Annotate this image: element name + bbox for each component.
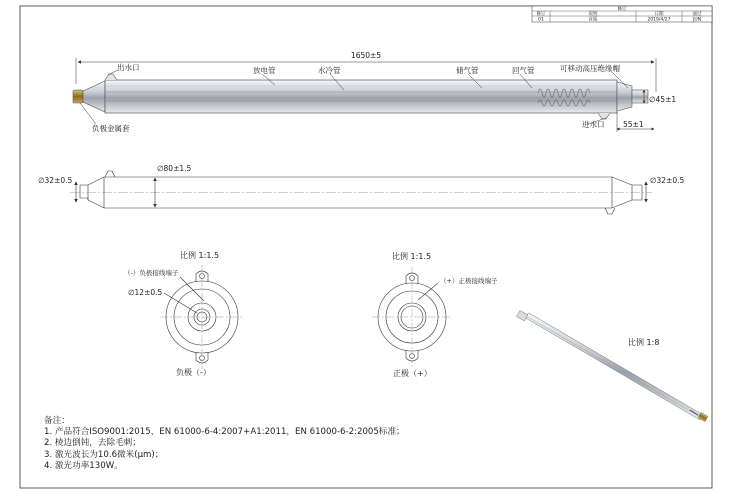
revision-table xyxy=(532,5,712,23)
cathode-sleeve-shape xyxy=(73,90,83,103)
label-water-in: 进水口 xyxy=(582,120,605,129)
note-line-1: 1. 产品符合ISO9001:2015，EN 61000-6-4:2007+A1:2011，EN 61000-6-2:2005标准； xyxy=(44,427,405,438)
revision-cell-date: 2019/4/27 xyxy=(647,17,671,23)
iso-scale: 比例 1:8 xyxy=(628,338,660,347)
dia-right-outline: ∅32±0.5 xyxy=(650,176,685,185)
note-line-3: 3. 激光波长为10.6微米(μm)； xyxy=(44,449,164,460)
revision-header-rev: 修订 xyxy=(536,12,546,17)
label-water-out: 出水口 xyxy=(117,63,140,72)
label-cathode-sleeve: 负极金属套 xyxy=(92,124,130,133)
tube-outline-view xyxy=(70,171,652,214)
negative-end-view xyxy=(160,265,244,369)
outer-tube-shape xyxy=(105,80,617,113)
neg-terminal-label: （-）负极接线端子 xyxy=(124,269,179,277)
revision-header-date: 日期 xyxy=(654,12,664,17)
label-gas-storage-tube: 储气管 xyxy=(456,66,479,75)
hv-cap-shape xyxy=(632,90,648,103)
pos-caption: 正极（+） xyxy=(393,369,432,378)
dia-right-side: ∅45±1 xyxy=(649,95,677,104)
note-line-4: 4. 激光功率130W。 xyxy=(44,460,123,471)
tube-side-view xyxy=(73,51,676,133)
label-hv-cap: 可移动高压绝缘帽 xyxy=(560,64,620,73)
revision-cell-approved: JUN xyxy=(693,17,701,23)
neg-scale: 比例 1:1.5 xyxy=(180,251,220,260)
notes-title: 备注： xyxy=(44,416,70,426)
end-length-dimension: 55±1 xyxy=(623,120,644,129)
pos-scale: 比例 1:1.5 xyxy=(392,252,432,261)
revision-header-desc: 说明 xyxy=(588,12,598,17)
revision-table-title: 修订 xyxy=(617,7,627,12)
neg-caption: 负极（-） xyxy=(176,368,211,377)
note-line-2: 2. 棱边倒钝，去除毛刺； xyxy=(44,438,141,449)
notes-block xyxy=(44,416,405,472)
label-discharge-tube: 放电管 xyxy=(253,66,276,75)
revision-cell-desc: 首版 xyxy=(588,17,598,23)
dia-mid-outline: ∅80±1.5 xyxy=(157,164,192,173)
label-water-cooling-tube: 水冷管 xyxy=(318,66,341,75)
pos-terminal-label: （+）正极接线端子 xyxy=(440,277,498,285)
revision-cell-rev: 01 xyxy=(538,17,544,23)
revision-header-approved: 通过 xyxy=(692,12,702,17)
isometric-tube-view xyxy=(517,310,708,421)
dia-left-outline: ∅32±0.5 xyxy=(38,176,73,185)
neg-dia: ∅12±0.5 xyxy=(128,288,163,297)
label-return-tube: 回气管 xyxy=(512,66,535,75)
length-dimension: 1650±5 xyxy=(350,51,382,60)
